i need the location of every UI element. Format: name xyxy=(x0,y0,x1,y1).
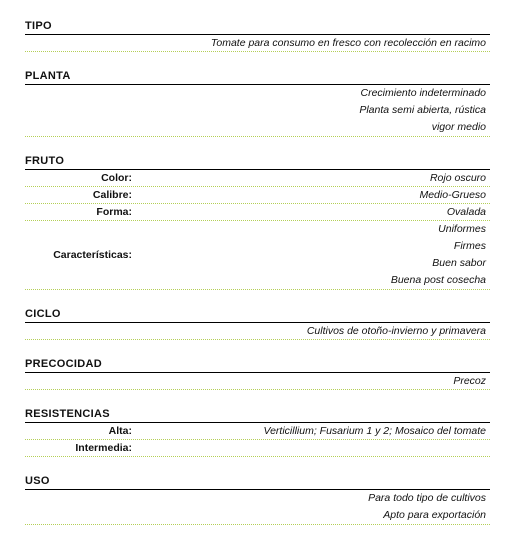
fruto-color-value: Rojo oscuro xyxy=(429,172,486,184)
planta-line: Crecimiento indeterminado xyxy=(360,87,486,99)
section-title-ciclo: CICLO xyxy=(25,307,490,323)
fruto-calibre-label: Calibre: xyxy=(92,189,132,201)
fruto-caracteristicas-label: Características: xyxy=(53,249,132,261)
resistencias-intermedia-row xyxy=(25,440,490,457)
fruto-color-label: Color: xyxy=(101,172,132,184)
fruto-caracteristica: Uniformes xyxy=(438,223,486,235)
resistencias-alta-value: Verticillium; Fusarium 1 y 2; Mosaico del tomate xyxy=(263,425,486,437)
ciclo-value: Cultivos de otoño-invierno y primavera xyxy=(306,325,486,337)
uso-line: Apto para exportación xyxy=(383,509,486,521)
section-resistencias xyxy=(25,407,490,457)
fruto-color-row xyxy=(25,170,490,187)
ciclo-row xyxy=(25,323,490,340)
section-tipo xyxy=(25,19,490,52)
section-title-fruto: FRUTO xyxy=(25,154,490,170)
section-title-precocidad: PRECOCIDAD xyxy=(25,357,490,373)
tipo-row xyxy=(25,35,490,52)
resistencias-alta-row xyxy=(25,423,490,440)
precocidad-value: Precoz xyxy=(453,375,486,387)
product-spec-sheet xyxy=(25,19,490,525)
section-title-tipo: TIPO xyxy=(25,19,490,35)
resistencias-alta-label: Alta: xyxy=(108,425,132,437)
fruto-caracteristicas-group xyxy=(25,221,490,290)
section-precocidad xyxy=(25,357,490,390)
section-planta xyxy=(25,69,490,137)
section-uso xyxy=(25,474,490,525)
fruto-caracteristica: Buena post cosecha xyxy=(390,274,486,286)
tipo-value: Tomate para consumo en fresco con recolección en racimo xyxy=(210,37,486,49)
fruto-caracteristica: Buen sabor xyxy=(432,257,486,269)
fruto-forma-value: Ovalada xyxy=(446,206,486,218)
planta-line: Planta semi abierta, rústica xyxy=(359,104,486,116)
fruto-calibre-row xyxy=(25,187,490,204)
fruto-forma-label: Forma: xyxy=(96,206,132,218)
section-title-uso: USO xyxy=(25,474,490,490)
fruto-forma-row xyxy=(25,204,490,221)
fruto-caracteristicas-values xyxy=(132,221,490,289)
planta-lines xyxy=(25,85,490,137)
section-ciclo xyxy=(25,307,490,340)
fruto-calibre-value: Medio-Grueso xyxy=(419,189,486,201)
section-title-planta: PLANTA xyxy=(25,69,490,85)
precocidad-row xyxy=(25,373,490,390)
planta-line: vigor medio xyxy=(431,121,486,133)
uso-lines xyxy=(25,490,490,525)
uso-line: Para todo tipo de cultivos xyxy=(368,492,486,504)
section-fruto xyxy=(25,154,490,290)
section-title-resistencias: RESISTENCIAS xyxy=(25,407,490,423)
resistencias-intermedia-label: Intermedia: xyxy=(75,442,132,454)
fruto-caracteristica: Firmes xyxy=(453,240,486,252)
